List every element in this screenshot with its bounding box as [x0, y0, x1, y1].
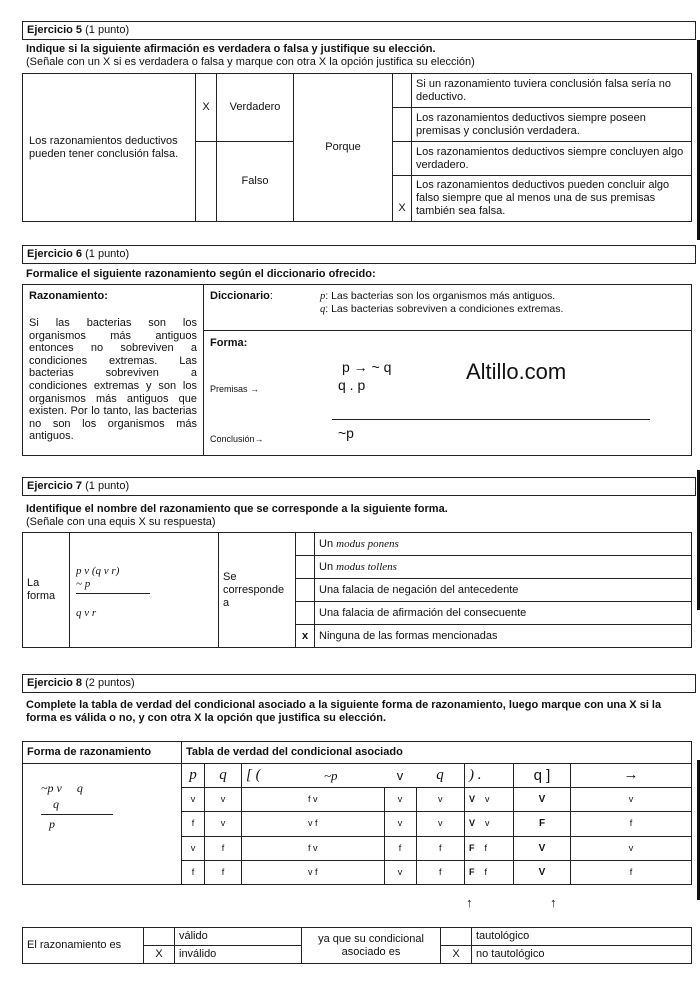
e8-taut-mark[interactable] — [441, 928, 472, 946]
e6-razonamiento-cell — [23, 285, 204, 456]
e6-premisas-label: Premisas → — [210, 384, 260, 394]
e8-cell[interactable]: v f — [242, 860, 385, 884]
e8-title: Ejercicio 8 — [27, 677, 83, 689]
e5-statement: Los razonamientos deductivos pueden tener conclusión falsa. — [23, 74, 196, 222]
e8-head-q3: ) . — [465, 764, 514, 788]
e7-header — [22, 477, 696, 496]
e7-form-line-1: p v (q v r) — [76, 565, 120, 577]
e8-head-or: v — [384, 764, 416, 788]
e8-forma-line-1: ~p v q — [41, 781, 83, 795]
e8-col1-header: Forma de razonamiento — [23, 742, 182, 764]
e8-cell[interactable]: F f — [465, 860, 514, 884]
e7-la-forma: La forma — [23, 533, 70, 648]
e8-taut: tautológico — [472, 928, 692, 946]
e8-forma-cell — [23, 764, 182, 885]
e6-razonamiento-label: Razonamiento: — [29, 290, 108, 302]
e5-points: (1 punto) — [85, 24, 130, 36]
e8-result-label: El razonamiento es — [23, 928, 144, 964]
e8-cell[interactable]: v — [182, 788, 205, 812]
e7-option-mark[interactable] — [296, 602, 315, 625]
e8-instruction: Complete la tabla de verdad del condicional asociado a la siguiente forma de razonamiento, luego marque con una X si la forma es válida o no, y con otra X la opción que justifica su elección. — [26, 699, 662, 724]
e7-form-line-separator — [76, 593, 150, 594]
e8-head-p: p — [182, 764, 205, 788]
e8-because-label: ya que su condicional asociado es — [302, 928, 441, 964]
e8-cell[interactable]: v — [416, 812, 465, 836]
e8-cell[interactable]: f v — [242, 788, 385, 812]
e8-cell[interactable]: v f — [242, 812, 385, 836]
e7-table — [22, 532, 692, 648]
e7-option-mark[interactable]: x — [296, 625, 315, 648]
e5-reason-mark[interactable] — [393, 108, 412, 142]
e7-option: Ninguna de las formas mencionadas — [315, 625, 692, 648]
e6-forma-label: Forma: — [210, 337, 248, 349]
e8-cell[interactable]: f — [416, 836, 465, 860]
watermark: Altillo.com — [466, 359, 567, 384]
e8-result-table — [22, 927, 692, 964]
e8-valid-mark[interactable] — [144, 928, 175, 946]
e8-col2-header: Tabla de verdad del condicional asociado — [182, 742, 692, 764]
e6-conclusion-line — [332, 419, 650, 420]
e5-table — [22, 73, 692, 222]
e7-form-line-3: q v r — [76, 607, 97, 619]
e7-option: Un modus ponens — [315, 533, 692, 556]
e8-cell[interactable]: v — [205, 812, 242, 836]
e7-subinstruction: (Señale con una equis X su respuesta) — [26, 516, 216, 528]
e5-because: Porque — [294, 74, 393, 222]
e8-cell[interactable]: v — [384, 788, 416, 812]
e7-points: (1 punto) — [85, 480, 130, 492]
e5-reason-mark[interactable]: X — [393, 176, 412, 222]
e5-subinstruction: (Señale con un X si es verdadera o falsa y marque con otra X la opción justifica su elección) — [26, 56, 475, 68]
e5-option-true: Verdadero — [217, 74, 294, 142]
e5-reason: Si un razonamiento tuviera conclusión falsa sería no deductivo. — [412, 74, 692, 108]
arrow-up-icon: ↑ — [466, 895, 473, 910]
e8-cell[interactable]: f — [571, 812, 692, 836]
e8-invalid-mark[interactable]: X — [144, 946, 175, 964]
e8-notaut: no tautológico — [472, 946, 692, 964]
e7-option: Una falacia de afirmación del consecuente — [315, 602, 692, 625]
e8-cell-main[interactable]: V — [514, 860, 571, 884]
e7-option-mark[interactable] — [296, 579, 315, 602]
e8-cell[interactable]: v — [384, 812, 416, 836]
e8-cell[interactable]: f — [182, 812, 205, 836]
e6-conclusion-label: Conclusión→ — [210, 434, 264, 444]
e6-dict-q-text: : Las bacterias sobreviven a condiciones extremas. — [325, 303, 564, 315]
e8-cell[interactable]: f — [182, 860, 205, 884]
e5-header — [22, 21, 696, 40]
e8-forma-line-2: q — [53, 797, 59, 811]
e6-diccionario-label: Diccionario: — [210, 290, 273, 302]
e7-se-corresponde: Se corresponde a — [219, 533, 296, 648]
e5-reason-mark[interactable] — [393, 142, 412, 176]
e7-forma-cell — [70, 533, 219, 648]
e8-cell[interactable]: v — [571, 836, 692, 860]
e6-diccionario-cell — [204, 285, 692, 331]
e7-option-mark[interactable] — [296, 556, 315, 579]
e8-head-q2: q — [416, 764, 465, 788]
e8-cell[interactable]: F f — [465, 836, 514, 860]
e8-header — [22, 674, 696, 693]
e7-form-line-2: ~ p — [76, 578, 91, 590]
e6-instruction: Formalice el siguiente razonamiento según el diccionario ofrecido: — [26, 268, 376, 280]
e8-truth-table — [22, 741, 692, 885]
e8-cell[interactable]: v — [182, 836, 205, 860]
e8-cell[interactable]: f — [416, 860, 465, 884]
e8-cell[interactable]: v — [416, 788, 465, 812]
e8-forma-line-3: p — [49, 817, 55, 831]
e6-razonamiento-text: Si las bacterias son los organismos más antiguos entonces no sobreviven a condiciones extremas. Las bacterias sobreviven a condiciones extremas y son los organismos más antiguos que existen. Por lo tanto, las bacterias no son los organismos más antiguos. — [29, 317, 197, 443]
e7-option-mark[interactable] — [296, 533, 315, 556]
e8-head-q: q — [205, 764, 242, 788]
e7-option: Una falacia de negación del antecedente — [315, 579, 692, 602]
e5-option-false: Falso — [217, 142, 294, 222]
e8-points: (2 puntos) — [85, 677, 135, 689]
e7-option: Un modus tollens — [315, 556, 692, 579]
e6-dict-p-text: : Las bacterias son los organismos más antiguos. — [325, 290, 556, 302]
e8-head-p2: → — [571, 764, 692, 788]
e8-cell-main[interactable]: V — [514, 788, 571, 812]
e8-cell[interactable]: v — [205, 788, 242, 812]
e8-cell[interactable]: V v — [465, 788, 514, 812]
e6-points: (1 punto) — [85, 248, 130, 260]
e6-premise-2[interactable]: q . p — [338, 377, 366, 393]
e8-forma-separator — [41, 814, 113, 815]
e8-head-bracket: [ ( — [242, 764, 321, 788]
e8-head-neg-p: ~p — [320, 764, 384, 788]
e8-valid: válido — [175, 928, 302, 946]
e8-cell[interactable]: v — [571, 788, 692, 812]
e8-cell[interactable]: f — [571, 860, 692, 884]
e5-reason: Los razonamientos deductivos siempre poseen premisas y conclusión verdadera. — [412, 108, 692, 142]
e8-cell[interactable]: f — [384, 836, 416, 860]
e5-mark-false[interactable] — [196, 142, 217, 222]
e6-dict-p-var: p — [320, 291, 326, 302]
e6-dict-q-var: q — [320, 304, 326, 315]
e8-cell[interactable]: f — [205, 860, 242, 884]
e7-option-italic: modus tollens — [336, 560, 397, 573]
e6-forma-cell — [204, 331, 692, 456]
e6-dictionary — [320, 290, 563, 316]
e8-cell-main[interactable]: V — [514, 836, 571, 860]
e6-table — [22, 284, 692, 456]
e6-premise-1[interactable]: p → ~ q — [342, 359, 392, 375]
e5-mark-true[interactable]: X — [196, 74, 217, 142]
e5-reason-mark[interactable] — [393, 74, 412, 108]
e5-instruction: Indique si la siguiente afirmación es verdadera o falsa y justifique su elección. — [26, 43, 436, 55]
e5-reason: Los razonamientos deductivos pueden concluir algo falso siempre que al menos una de sus premisas también sea falsa. — [412, 176, 692, 222]
e8-cell[interactable]: V v — [465, 812, 514, 836]
e7-instruction: Identifique el nombre del razonamiento que se corresponde a la siguiente forma. — [26, 503, 448, 515]
e8-invalid: inválido — [175, 946, 302, 964]
e8-cell[interactable]: f — [205, 836, 242, 860]
e6-conclusion[interactable]: ~p — [338, 425, 354, 441]
e6-title: Ejercicio 6 — [27, 248, 83, 260]
e5-title: Ejercicio 5 — [27, 24, 83, 36]
e8-cell-main[interactable]: F — [514, 812, 571, 836]
e7-title: Ejercicio 7 — [27, 480, 83, 492]
e8-notaut-mark[interactable]: X — [441, 946, 472, 964]
e6-header — [22, 245, 696, 264]
arrow-up-icon: ↑ — [550, 895, 557, 910]
e7-option-italic: modus ponens — [336, 537, 399, 550]
e5-reason: Los razonamientos deductivos siempre concluyen algo verdadero. — [412, 142, 692, 176]
e8-cell[interactable]: v — [384, 860, 416, 884]
e8-cell[interactable]: f v — [242, 836, 385, 860]
e8-head-arrow: q ] — [514, 764, 571, 788]
